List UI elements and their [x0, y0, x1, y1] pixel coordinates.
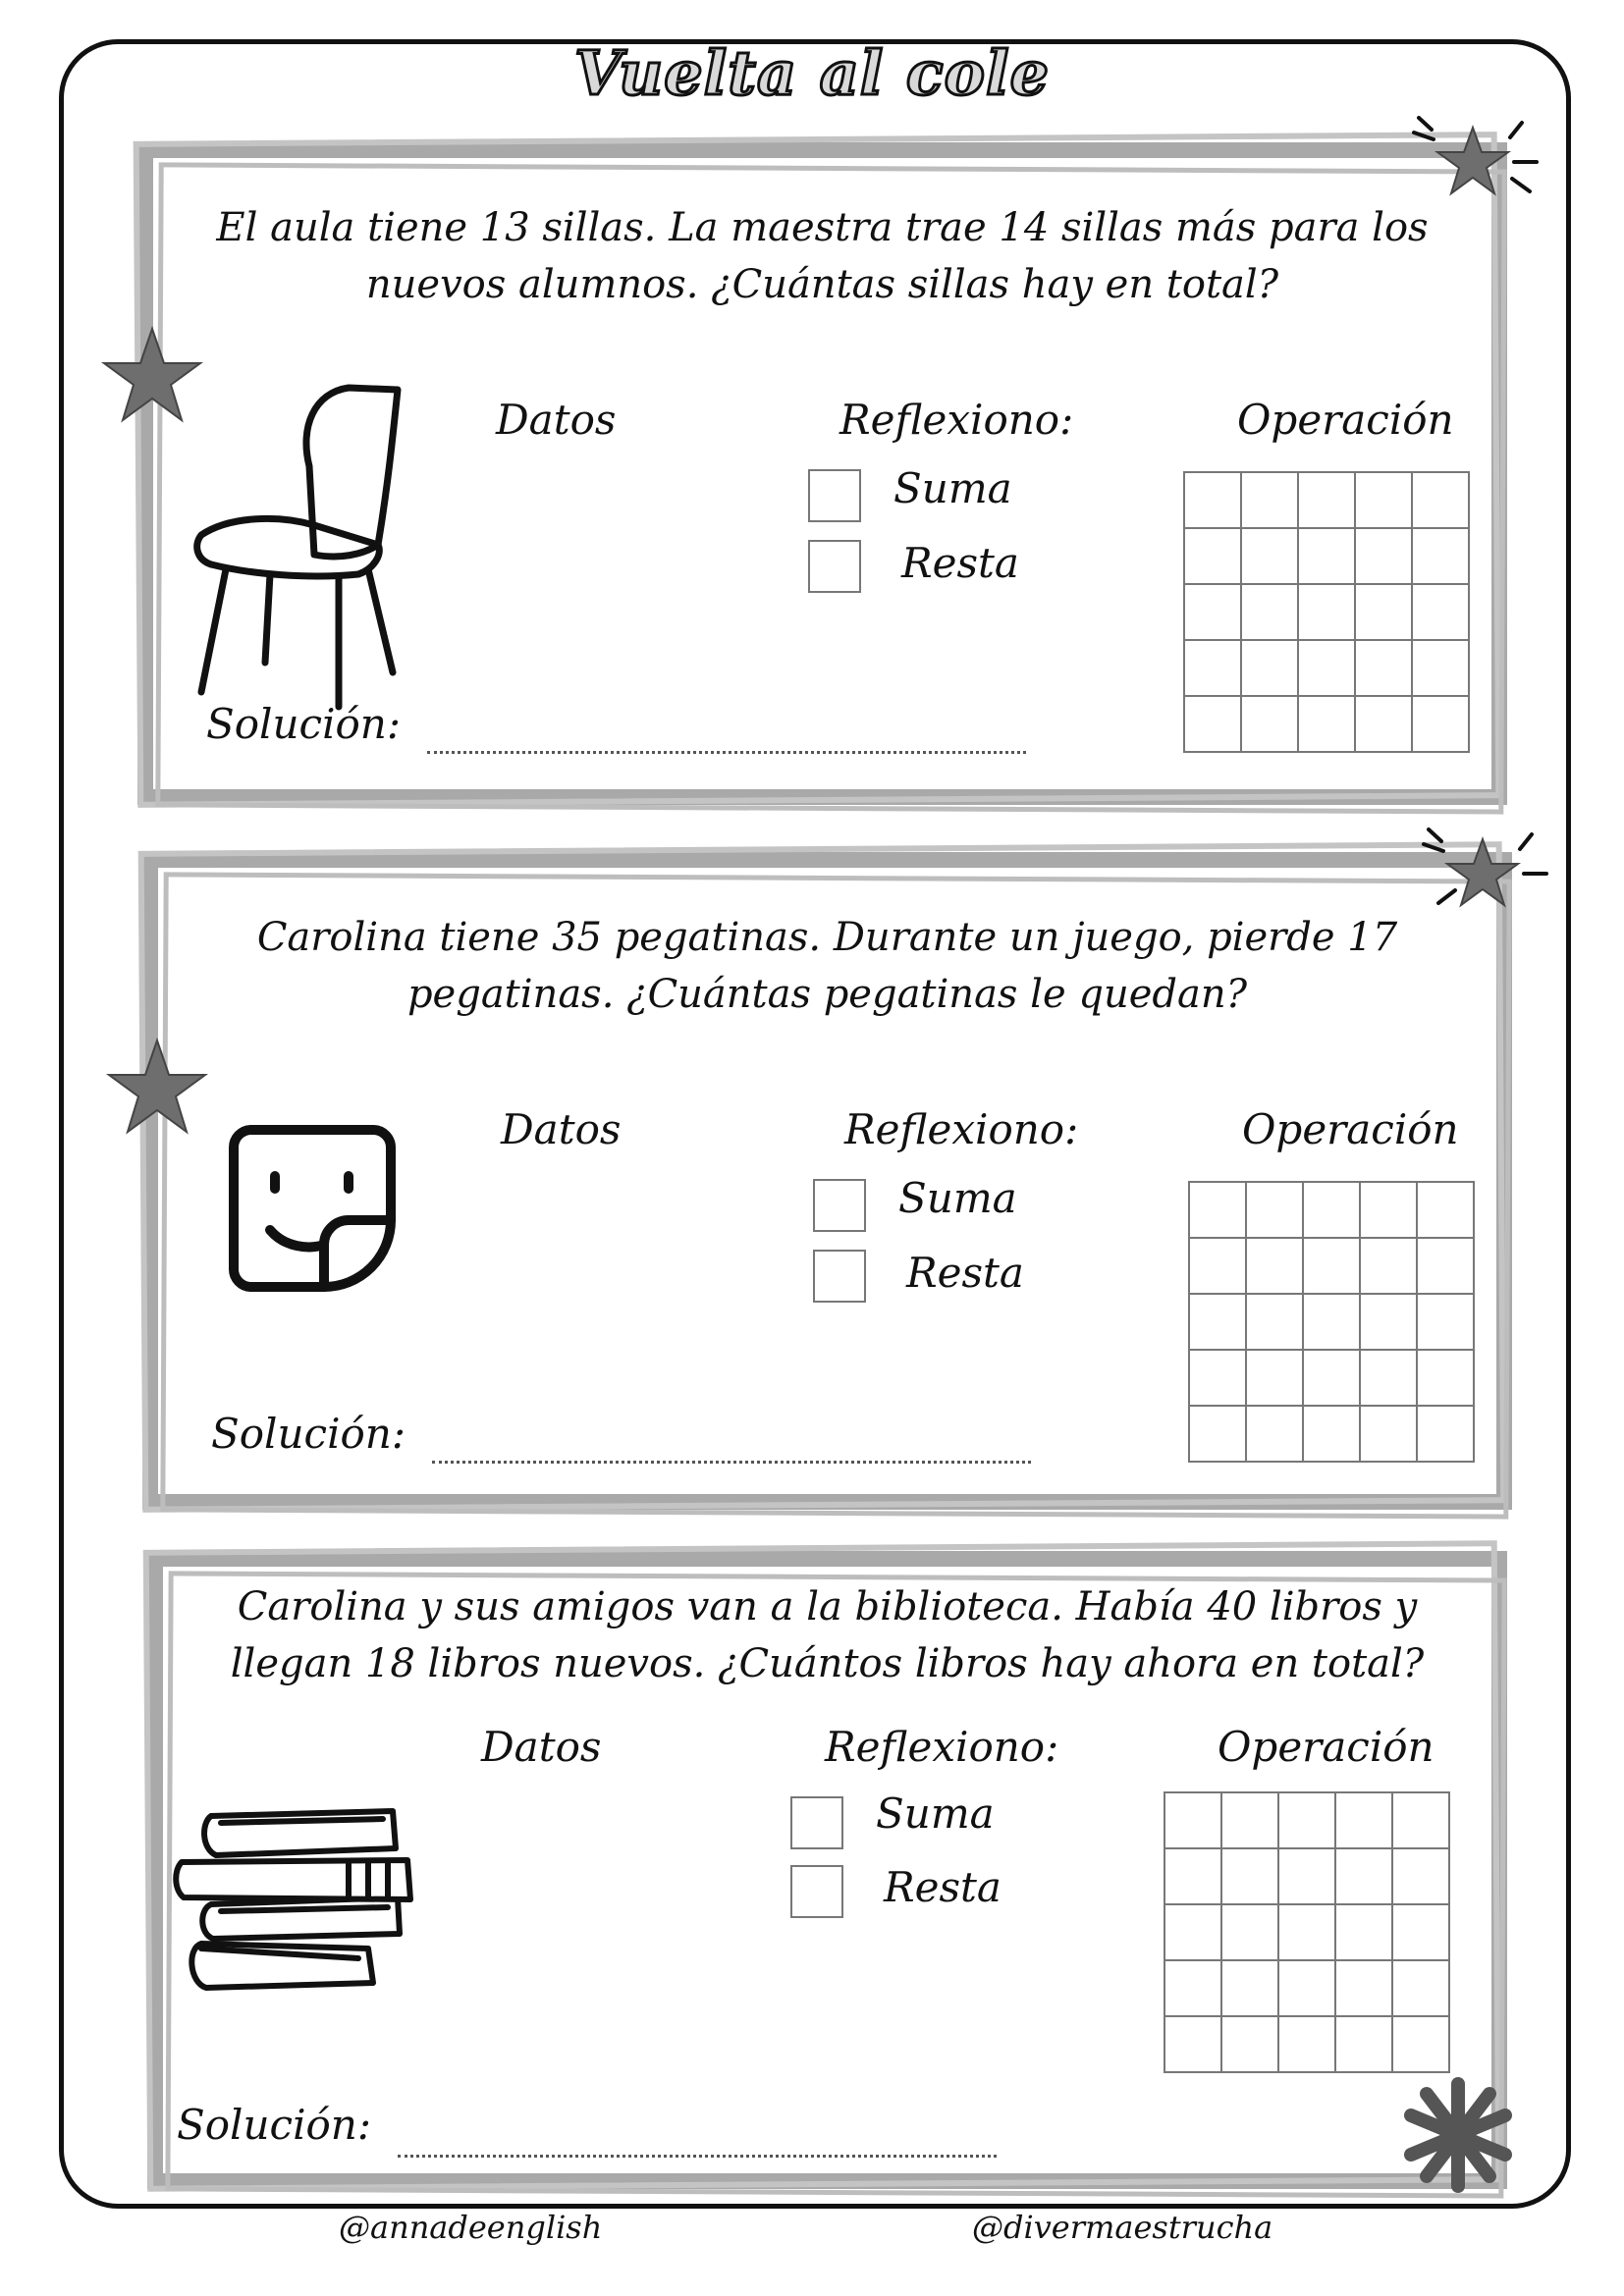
- grid-cell[interactable]: [1190, 1239, 1247, 1295]
- grid-cell[interactable]: [1393, 2017, 1450, 2073]
- suma-label: Suma: [876, 1789, 995, 1838]
- datos-label: Datos: [481, 1723, 602, 1771]
- grid-cell[interactable]: [1393, 1793, 1450, 1849]
- operacion-label: Operación: [1218, 1723, 1435, 1771]
- grid-cell[interactable]: [1299, 697, 1356, 753]
- datos-label: Datos: [496, 396, 617, 444]
- grid-cell[interactable]: [1247, 1295, 1304, 1351]
- grid-cell[interactable]: [1393, 1961, 1450, 2017]
- grid-cell[interactable]: [1361, 1295, 1418, 1351]
- grid-cell[interactable]: [1279, 1849, 1336, 1905]
- grid-cell[interactable]: [1361, 1351, 1418, 1407]
- operation-grid[interactable]: [1164, 1791, 1450, 2073]
- grid-cell[interactable]: [1222, 1905, 1279, 1961]
- grid-cell[interactable]: [1418, 1239, 1475, 1295]
- reflexiono-label: Reflexiono:: [825, 1723, 1059, 1771]
- page-title: Vuelta al cole: [573, 37, 1051, 109]
- grid-cell[interactable]: [1356, 641, 1413, 697]
- question-line-1: Carolina y sus amigos van a la biblioteca. Había 40 libros y: [237, 1584, 1418, 1629]
- grid-cell[interactable]: [1304, 1407, 1361, 1463]
- reflexiono-label: Reflexiono:: [844, 1105, 1079, 1153]
- grid-cell[interactable]: [1361, 1407, 1418, 1463]
- books-icon: [172, 1801, 427, 1998]
- grid-cell[interactable]: [1393, 1849, 1450, 1905]
- grid-cell[interactable]: [1242, 585, 1299, 641]
- grid-cell[interactable]: [1299, 529, 1356, 585]
- grid-cell[interactable]: [1413, 697, 1470, 753]
- suma-checkbox[interactable]: [790, 1796, 843, 1849]
- grid-cell[interactable]: [1165, 1849, 1222, 1905]
- solution-answer-line[interactable]: [432, 1461, 1031, 1464]
- star-icon: [1414, 820, 1551, 928]
- grid-cell[interactable]: [1418, 1183, 1475, 1239]
- grid-cell[interactable]: [1336, 2017, 1393, 2073]
- operacion-label: Operación: [1242, 1105, 1459, 1153]
- grid-cell[interactable]: [1418, 1407, 1475, 1463]
- grid-cell[interactable]: [1247, 1183, 1304, 1239]
- grid-cell[interactable]: [1222, 2017, 1279, 2073]
- grid-cell[interactable]: [1247, 1351, 1304, 1407]
- chair-icon: [191, 378, 417, 712]
- suma-label: Suma: [898, 1174, 1017, 1222]
- footer-credit-right: @divermaestrucha: [972, 2209, 1273, 2246]
- grid-cell[interactable]: [1247, 1239, 1304, 1295]
- solution-answer-line[interactable]: [398, 2155, 997, 2158]
- grid-cell[interactable]: [1413, 529, 1470, 585]
- grid-cell[interactable]: [1393, 1905, 1450, 1961]
- grid-cell[interactable]: [1304, 1351, 1361, 1407]
- grid-cell[interactable]: [1418, 1295, 1475, 1351]
- grid-cell[interactable]: [1185, 529, 1242, 585]
- grid-cell[interactable]: [1336, 1905, 1393, 1961]
- solution-answer-line[interactable]: [427, 751, 1026, 754]
- grid-cell[interactable]: [1361, 1183, 1418, 1239]
- grid-cell[interactable]: [1304, 1183, 1361, 1239]
- grid-cell[interactable]: [1279, 1905, 1336, 1961]
- question-line-2: llegan 18 libros nuevos. ¿Cuántos libros hay ahora en total?: [230, 1641, 1425, 1686]
- grid-cell[interactable]: [1336, 1793, 1393, 1849]
- suma-checkbox[interactable]: [808, 469, 861, 522]
- problem-question: [177, 199, 1468, 313]
- solution-label: Solución:: [206, 700, 401, 748]
- grid-cell[interactable]: [1356, 697, 1413, 753]
- footer-credit-left: @annadeenglish: [339, 2209, 603, 2246]
- resta-checkbox[interactable]: [790, 1865, 843, 1918]
- problem-card-1: [137, 142, 1507, 805]
- grid-cell[interactable]: [1361, 1239, 1418, 1295]
- star-icon: [1404, 108, 1542, 216]
- question-line-1: El aula tiene 13 sillas. La maestra trae 14 sillas más para los: [216, 205, 1429, 250]
- resta-label: Resta: [884, 1863, 1001, 1911]
- grid-cell[interactable]: [1165, 1905, 1222, 1961]
- suma-checkbox[interactable]: [813, 1179, 866, 1232]
- grid-cell[interactable]: [1222, 1849, 1279, 1905]
- grid-cell[interactable]: [1356, 529, 1413, 585]
- solution-label: Solución:: [211, 1410, 406, 1458]
- grid-cell[interactable]: [1279, 1961, 1336, 2017]
- grid-cell[interactable]: [1356, 473, 1413, 529]
- resta-checkbox[interactable]: [808, 540, 861, 593]
- star-icon: [98, 324, 206, 432]
- problem-question: [187, 1578, 1468, 1692]
- reflexiono-label: Reflexiono:: [839, 396, 1074, 444]
- grid-cell[interactable]: [1279, 2017, 1336, 2073]
- grid-cell[interactable]: [1190, 1295, 1247, 1351]
- operacion-label: Operación: [1237, 396, 1454, 444]
- resta-label: Resta: [906, 1249, 1024, 1297]
- grid-cell[interactable]: [1247, 1407, 1304, 1463]
- grid-cell[interactable]: [1413, 473, 1470, 529]
- grid-cell[interactable]: [1222, 1793, 1279, 1849]
- grid-cell[interactable]: [1190, 1351, 1247, 1407]
- grid-cell[interactable]: [1299, 585, 1356, 641]
- operation-grid[interactable]: [1188, 1181, 1475, 1463]
- grid-cell[interactable]: [1279, 1793, 1336, 1849]
- grid-cell[interactable]: [1304, 1239, 1361, 1295]
- grid-cell[interactable]: [1299, 473, 1356, 529]
- resta-checkbox[interactable]: [813, 1250, 866, 1303]
- grid-cell[interactable]: [1185, 473, 1242, 529]
- grid-cell[interactable]: [1165, 1961, 1222, 2017]
- grid-cell[interactable]: [1413, 585, 1470, 641]
- grid-cell[interactable]: [1299, 641, 1356, 697]
- grid-cell[interactable]: [1242, 697, 1299, 753]
- grid-cell[interactable]: [1356, 585, 1413, 641]
- grid-cell[interactable]: [1242, 641, 1299, 697]
- grid-cell[interactable]: [1190, 1407, 1247, 1463]
- problem-card-2: [142, 852, 1512, 1510]
- grid-cell[interactable]: [1418, 1351, 1475, 1407]
- solution-label: Solución:: [177, 2101, 371, 2149]
- operation-grid[interactable]: [1183, 471, 1470, 753]
- grid-cell[interactable]: [1165, 2017, 1222, 2073]
- grid-cell[interactable]: [1185, 585, 1242, 641]
- grid-cell[interactable]: [1336, 1849, 1393, 1905]
- grid-cell[interactable]: [1242, 473, 1299, 529]
- grid-cell[interactable]: [1304, 1295, 1361, 1351]
- grid-cell[interactable]: [1190, 1183, 1247, 1239]
- grid-cell[interactable]: [1185, 641, 1242, 697]
- question-line-2: nuevos alumnos. ¿Cuántas sillas hay en total?: [365, 262, 1279, 307]
- resta-label: Resta: [901, 539, 1019, 587]
- grid-cell[interactable]: [1413, 641, 1470, 697]
- sticker-icon: [226, 1122, 398, 1294]
- question-line-1: Carolina tiene 35 pegatinas. Durante un juego, pierde 17: [256, 915, 1398, 960]
- datos-label: Datos: [501, 1105, 622, 1153]
- problem-card-3: [147, 1551, 1507, 2189]
- star-icon: [103, 1036, 211, 1144]
- grid-cell[interactable]: [1185, 697, 1242, 753]
- suma-label: Suma: [893, 464, 1012, 512]
- grid-cell[interactable]: [1222, 1961, 1279, 2017]
- problem-question: [182, 909, 1473, 1023]
- grid-cell[interactable]: [1242, 529, 1299, 585]
- grid-cell[interactable]: [1165, 1793, 1222, 1849]
- star-icon: [1399, 2076, 1517, 2194]
- question-line-2: pegatinas. ¿Cuántas pegatinas le quedan?: [406, 972, 1248, 1017]
- grid-cell[interactable]: [1336, 1961, 1393, 2017]
